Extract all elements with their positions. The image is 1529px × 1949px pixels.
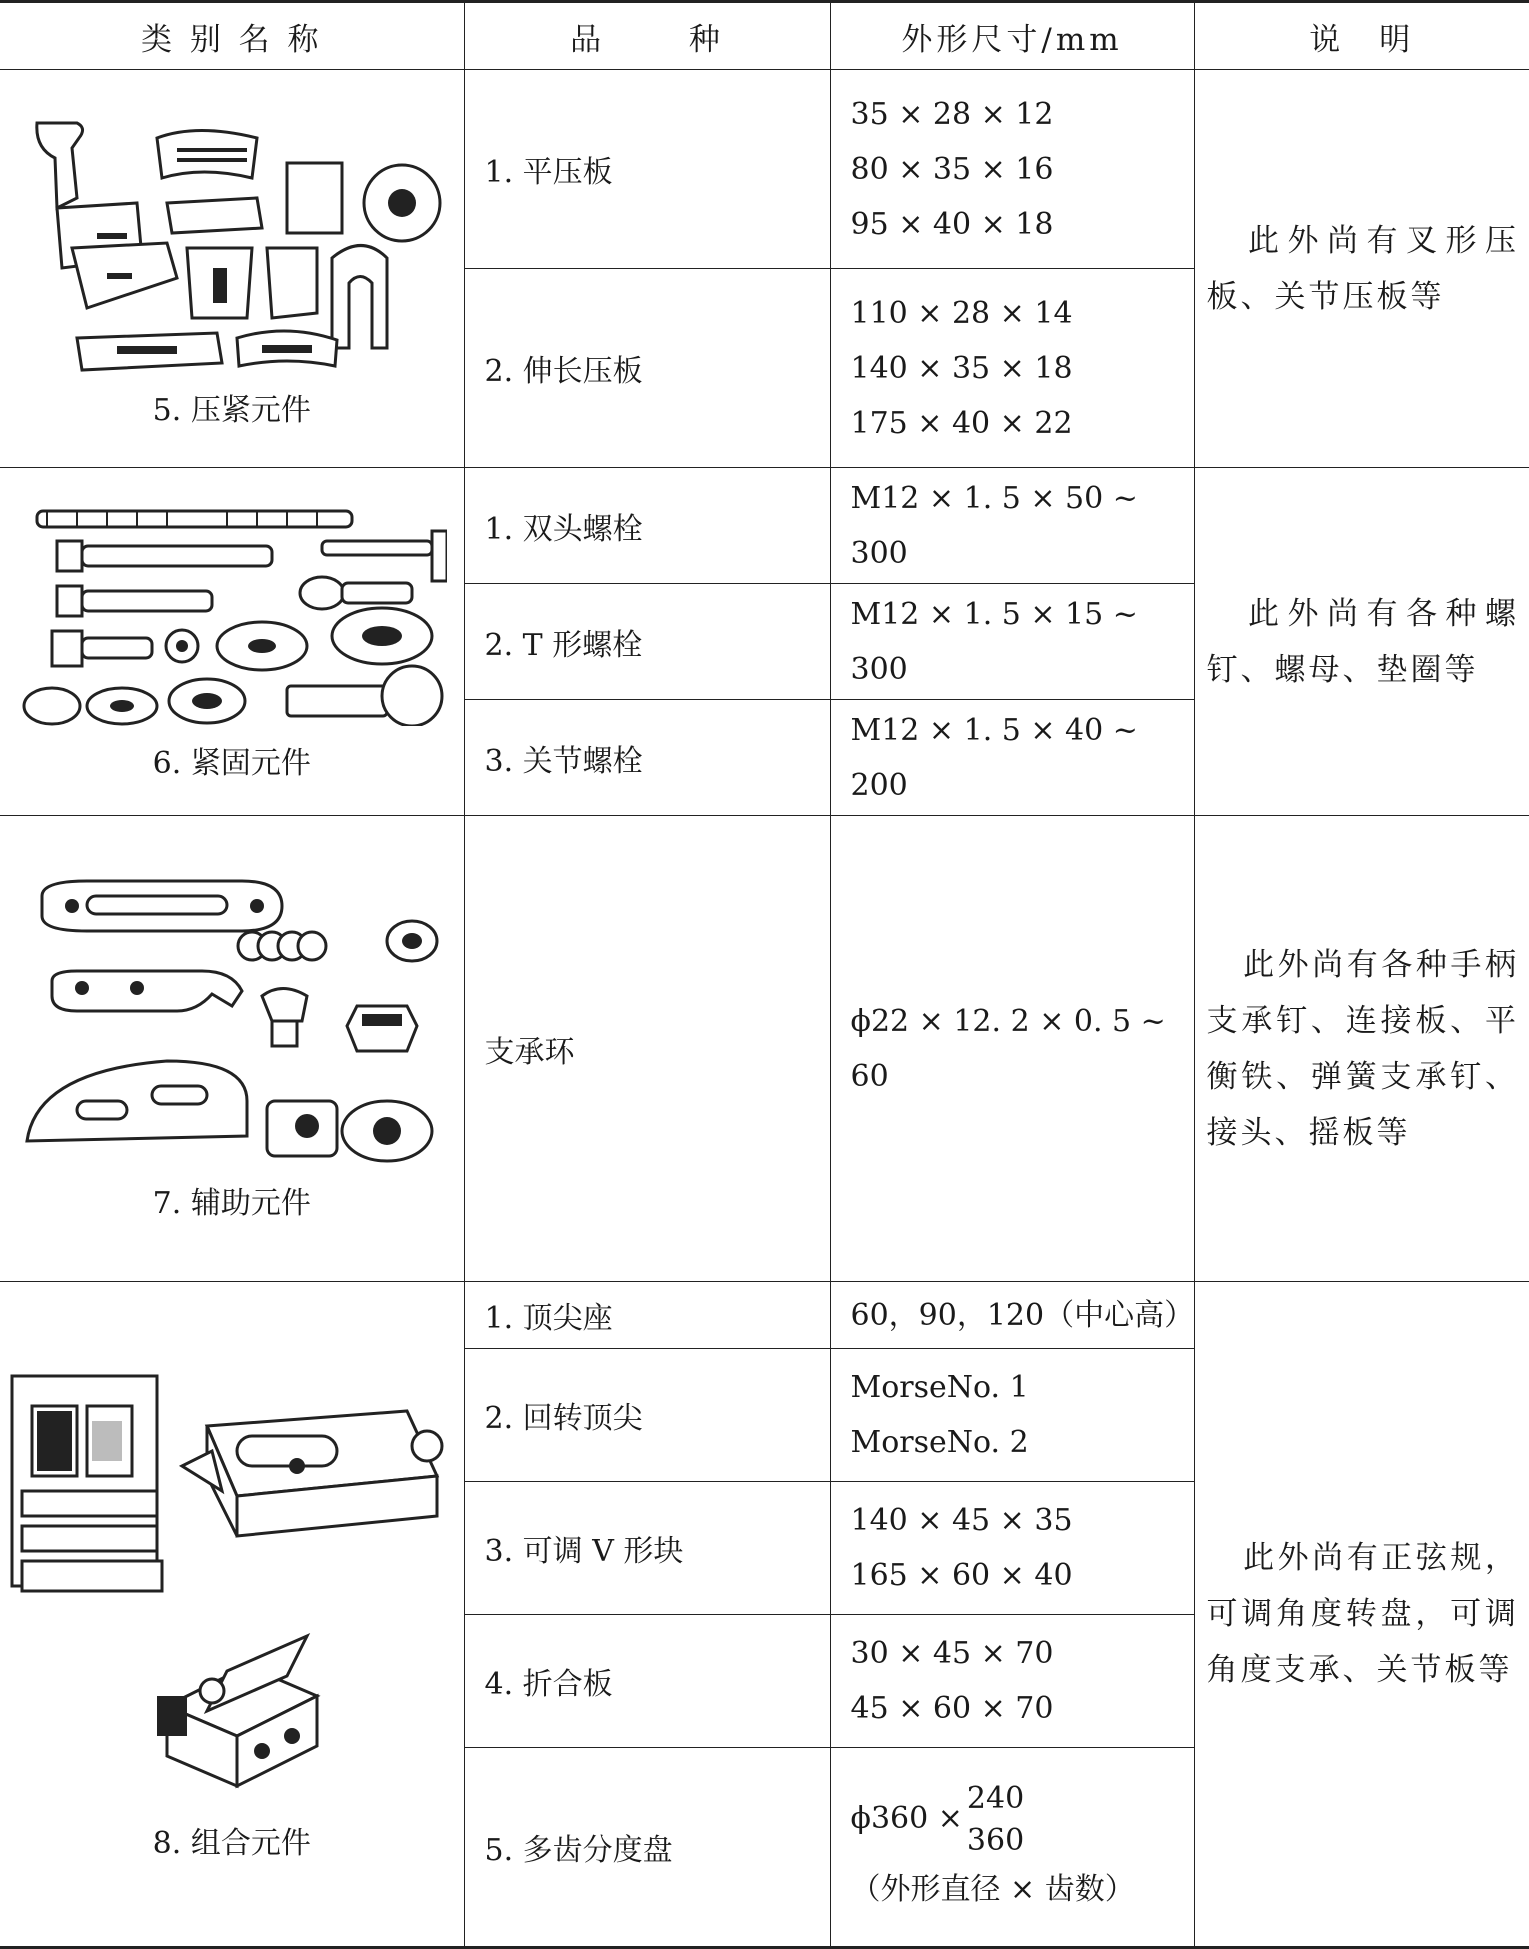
size-cell (830, 269, 1194, 468)
variety-cell: 3. 关节螺栓 (464, 700, 830, 816)
auxiliary-elements-illustration (17, 876, 447, 1166)
size-value-fraction (851, 1778, 1194, 1862)
size-value: MorseNo. 2 (850, 1425, 1029, 1460)
category-label-assembly: 8. 组合元件 (152, 1826, 311, 1861)
note-cell-fastening (1194, 468, 1529, 816)
header-variety: 品 种 (464, 2, 830, 70)
note-cell-assembly (1194, 1282, 1529, 1948)
category-label-clamping: 5. 压紧元件 (152, 393, 311, 428)
header-row (0, 2, 1529, 70)
size-value: 110 × 28 × 14 (850, 295, 1073, 331)
note-text: 此外尚有叉形压板、关节压板等 (1206, 222, 1519, 315)
category-label-fastening: 6. 紧固元件 (152, 746, 311, 781)
note-cell-auxiliary (1194, 816, 1529, 1282)
note-text: 此外尚有各种手柄支承钉、连接板、平衡铁、弹簧支承钉、接头、摇板等 (1206, 946, 1519, 1151)
size-value: ϕ22 × 12. 2 × 0. 5 ~ 60 (850, 1003, 1166, 1094)
variety-cell: 2. 伸长压板 (464, 269, 830, 468)
category-cell-clamping (0, 70, 464, 468)
variety-cell: 1. 平压板 (464, 70, 830, 269)
fastening-elements-illustration (17, 501, 447, 726)
header-note: 说 明 (1194, 2, 1529, 70)
fraction-top: 240 (966, 1780, 1025, 1816)
category-cell-fastening (0, 468, 464, 816)
size-cell (830, 1748, 1194, 1948)
table-row (0, 70, 1529, 269)
size-value: M12 × 1. 5 × 15 ~ 300 (850, 596, 1138, 687)
size-value: M12 × 1. 5 × 40 ~ 200 (850, 712, 1138, 803)
size-cell (830, 468, 1194, 584)
size-caption: （外形直径 × 齿数） (850, 1871, 1135, 1907)
size-cell (830, 816, 1194, 1282)
size-value: 165 × 60 × 40 (850, 1558, 1073, 1593)
note-cell-clamping (1194, 70, 1529, 468)
assembly-elements-illustration (7, 1366, 457, 1806)
size-cell (830, 70, 1194, 269)
size-value: 175 × 40 × 22 (850, 405, 1073, 441)
header-size: 外形尺寸/mm (830, 2, 1194, 70)
variety-cell: 5. 多齿分度盘 (464, 1748, 830, 1948)
size-cell (830, 1349, 1194, 1482)
size-cell (830, 1282, 1194, 1349)
clamping-elements-illustration (17, 108, 447, 373)
size-value: 140 × 35 × 18 (850, 350, 1073, 386)
size-prefix: ϕ360 × (850, 1800, 963, 1836)
size-value: 45 × 60 × 70 (850, 1691, 1054, 1726)
size-value: M12 × 1. 5 × 50 ~ 300 (850, 480, 1138, 571)
variety-cell: 2. T 形螺栓 (464, 584, 830, 700)
category-cell-auxiliary (0, 816, 464, 1282)
size-value: 35 × 28 × 12 (850, 96, 1054, 132)
category-cell-assembly (0, 1282, 464, 1948)
table-row (0, 1282, 1529, 1349)
size-cell (830, 1615, 1194, 1748)
table-row (0, 816, 1529, 1282)
variety-cell: 2. 回转顶尖 (464, 1349, 830, 1482)
size-value: 140 × 45 × 35 (850, 1503, 1073, 1538)
size-value: 80 × 35 × 16 (850, 151, 1054, 187)
variety-cell: 1. 顶尖座 (464, 1282, 830, 1349)
variety-cell: 3. 可调 V 形块 (464, 1482, 830, 1615)
size-value: 30 × 45 × 70 (850, 1636, 1054, 1671)
size-value: MorseNo. 1 (850, 1370, 1029, 1405)
variety-cell: 4. 折合板 (464, 1615, 830, 1748)
size-cell (830, 1482, 1194, 1615)
note-text: 此外尚有各种螺钉、螺母、垫圈等 (1206, 595, 1519, 688)
size-value: 60，90，120（中心高） (850, 1297, 1195, 1333)
variety-cell: 支承环 (464, 816, 830, 1282)
category-label-auxiliary: 7. 辅助元件 (152, 1185, 311, 1221)
header-category: 类 别 名 称 (0, 2, 464, 70)
fraction-bottom: 360 (966, 1822, 1025, 1858)
size-fraction (967, 1778, 1024, 1862)
size-cell (830, 584, 1194, 700)
variety-cell: 1. 双头螺栓 (464, 468, 830, 584)
size-value: 95 × 40 × 18 (850, 206, 1054, 242)
table-row (0, 468, 1529, 584)
size-cell (830, 700, 1194, 816)
note-text: 此外尚有正弦规，可调角度转盘，可调角度支承、关节板等 (1206, 1540, 1519, 1688)
